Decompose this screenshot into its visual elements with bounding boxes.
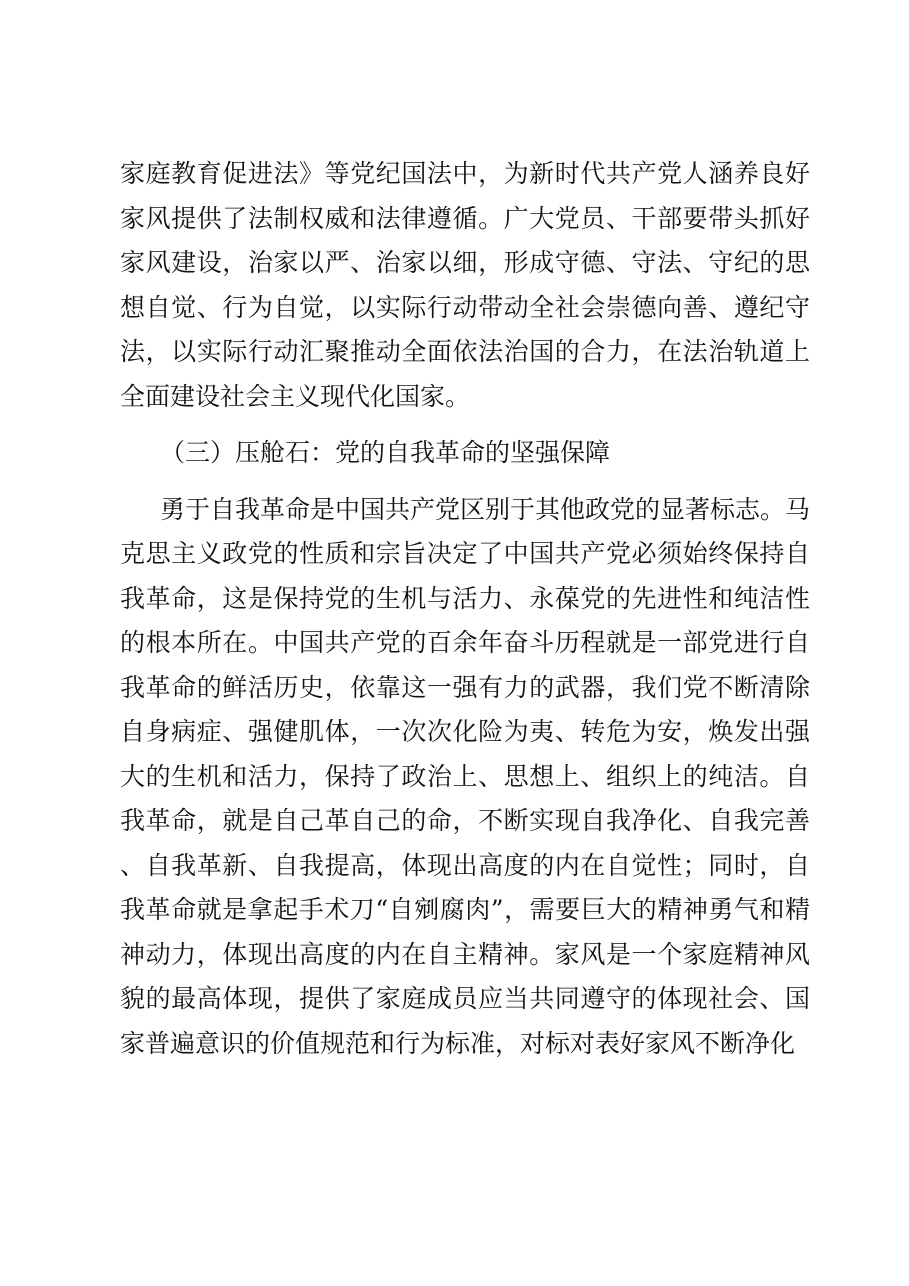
paragraph-body: 勇于自我革命是中国共产党区别于其他政党的显著标志。马克思主义政党的性质和宗旨决定了中国共产党必须始终保持自我革命，这是保持党的生机与活力、永葆党的先进性和纯洁性的根本所在。中国共产党的百余年奋斗历程就是一部党进行自我革命的鲜活历史，依靠这一强有力的武器，我们党不断清除自身病症、强健肌体，一次次化险为夷、转危为安，焕发出强大的生机和活力，保持了政治上、思想上、组织上的纯洁。自我革命，就是自己革自己的命，不断实现自我净化、自我完善、自我革新、自我提高，体现出高度的内在自觉性；同时，自我革命就是拿起手术刀“自剜腐肉”，需要巨大的精神勇气和精神动力，体现出高度的内在自主精神。家风是一个家庭精神风貌的最高体现，提供了家庭成员应当共同遵守的体现社会、国家普遍意识的价值规范和行为标准，对标对表好家风不断净化 [120, 494, 811, 1058]
section-heading: （三）压舱石：党的自我革命的坚强保障 [160, 438, 611, 467]
document-body [120, 152, 810, 1066]
paragraph-continuation: 家庭教育促进法》等党纪国法中，为新时代共产党人涵养良好家风提供了法制权威和法律遵循。广大党员、干部要带头抓好家风建设，治家以严、治家以细，形成守德、守法、守纪的思想自觉、行为自觉，以实际行动带动全社会崇德向善、遵纪守法，以实际行动汇聚推动全面依法治国的合力，在法治轨道上全面建设社会主义现代化国家。 [120, 159, 810, 411]
